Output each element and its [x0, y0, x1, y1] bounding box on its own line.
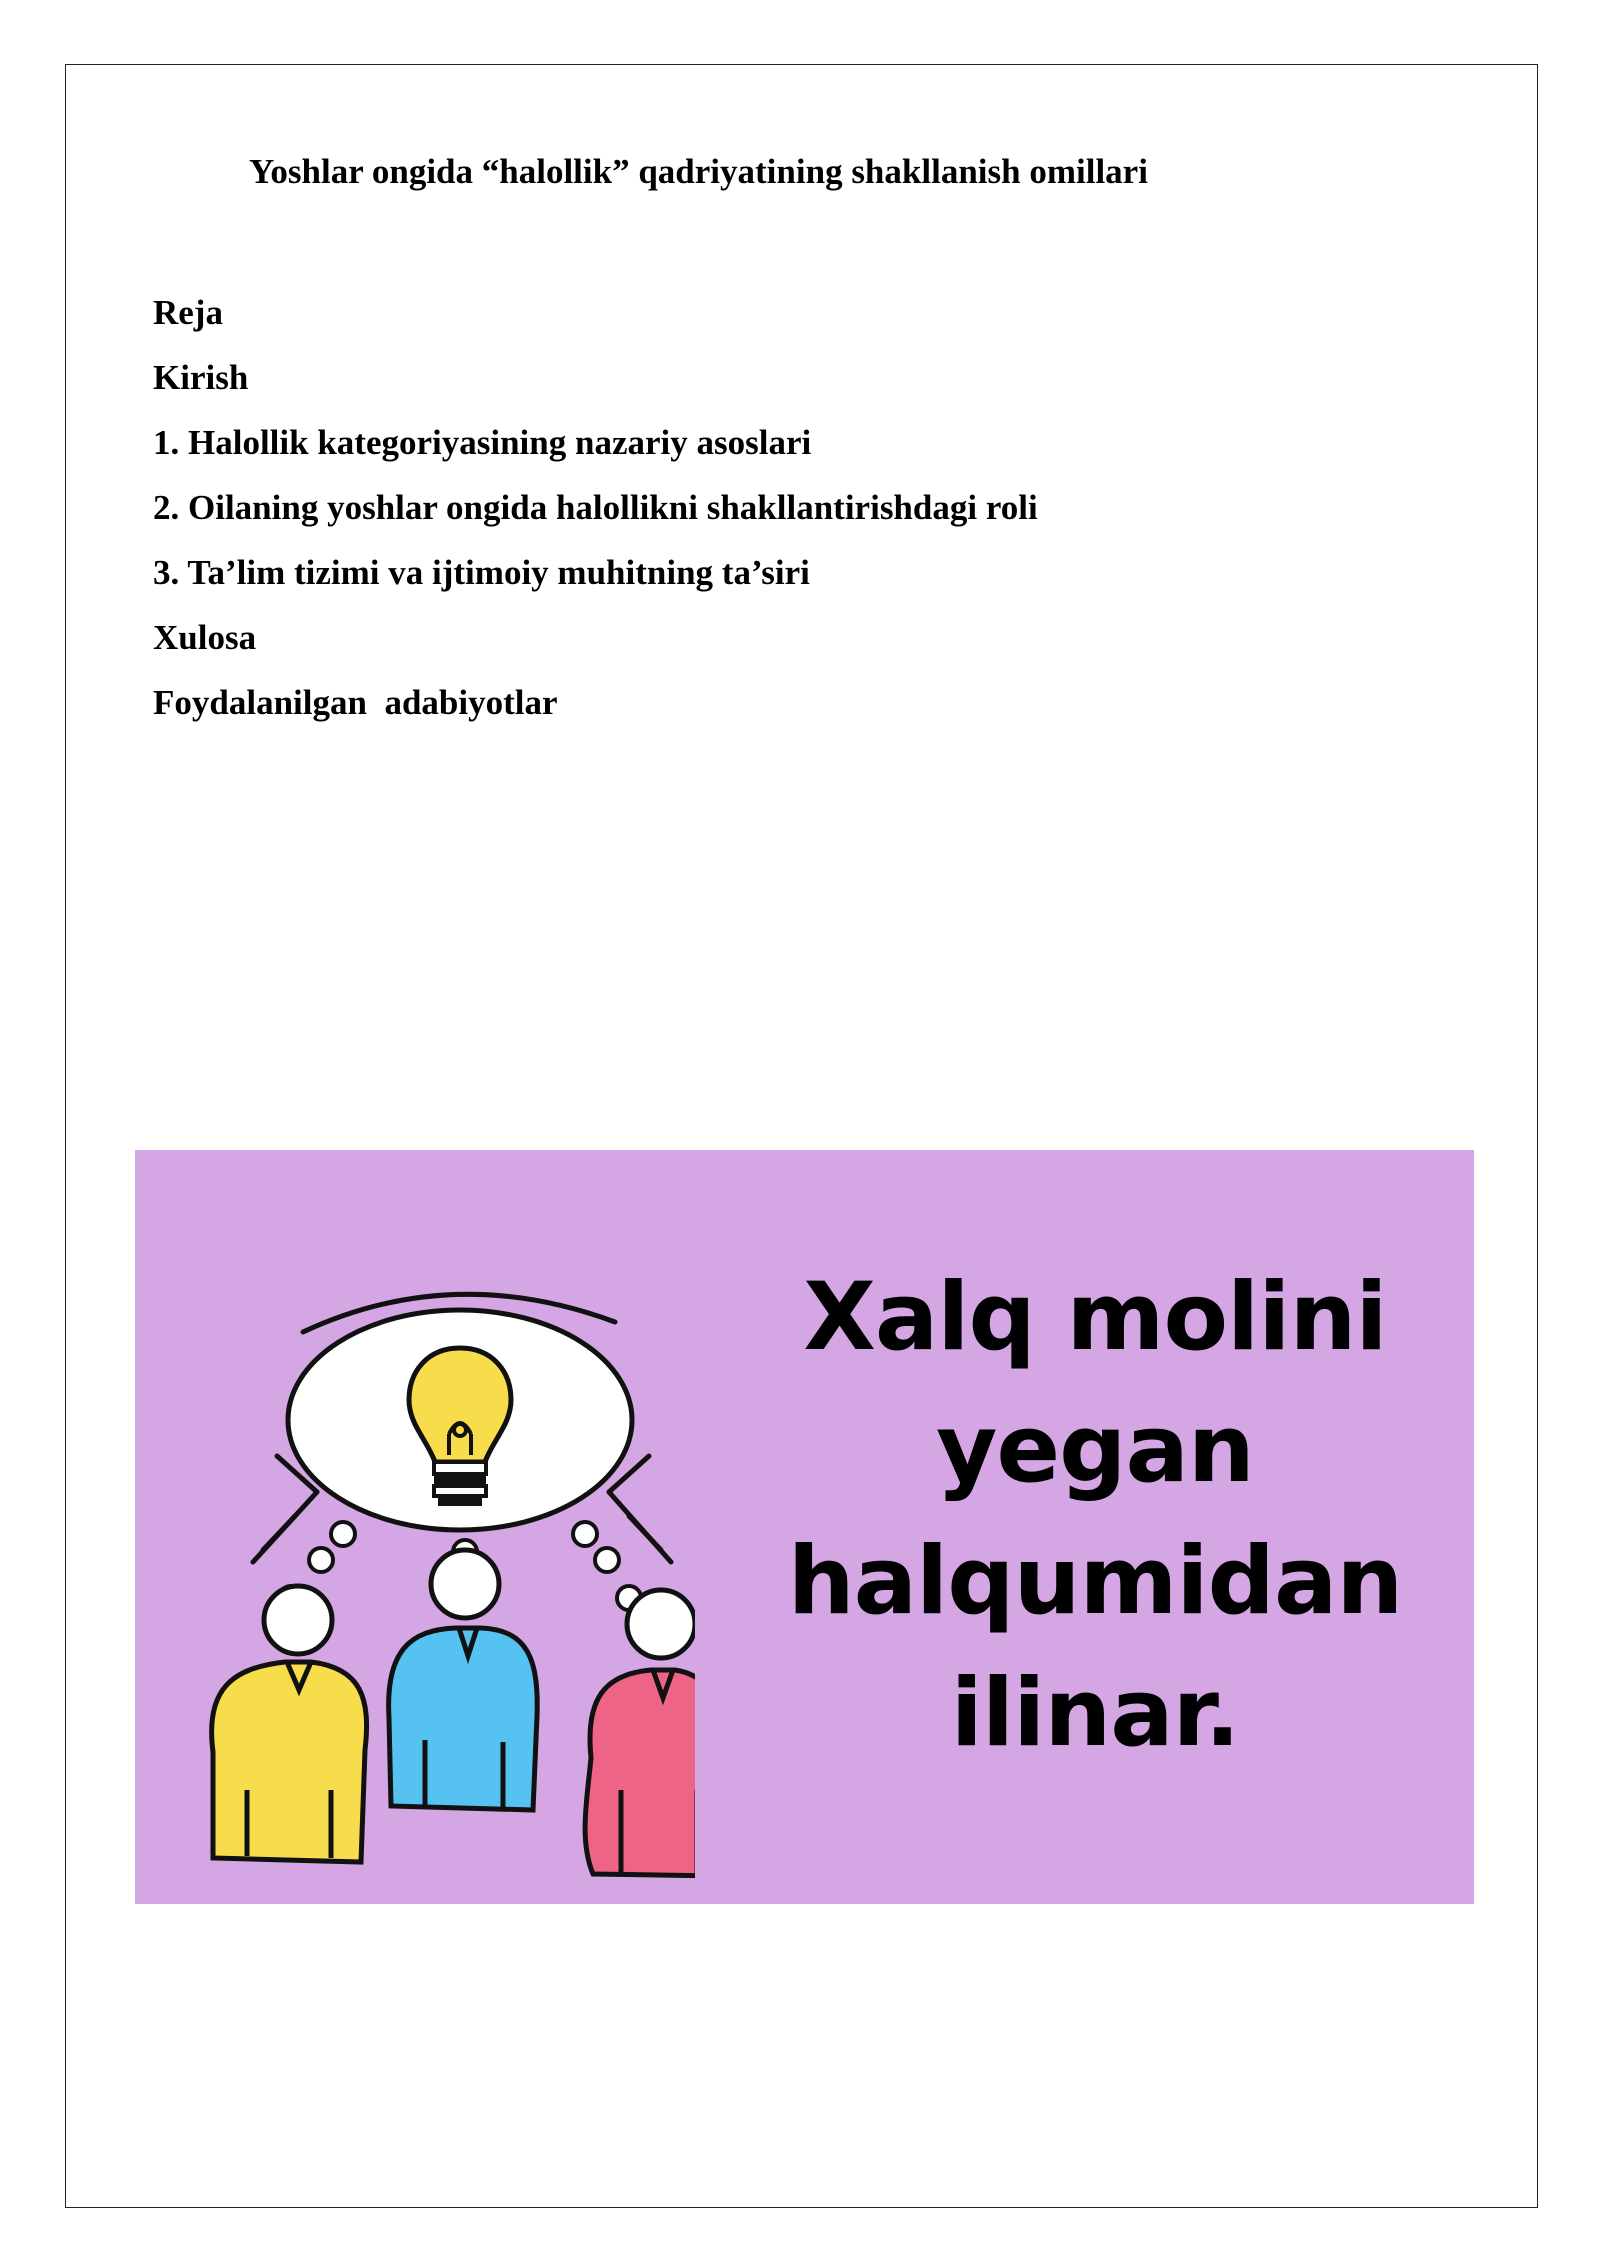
plan-item-conclusion: Xulosa	[153, 618, 257, 657]
plan-item-3: 3. Ta’lim tizimi va ijtimoiy muhitning ta’siri	[153, 553, 810, 592]
plan-item-references: Foydalanilgan adabiyotlar	[153, 683, 558, 722]
proverb-line: halqumidan	[787, 1527, 1403, 1636]
plan-item-1: 1. Halollik kategoriyasining nazariy asoslari	[153, 423, 812, 462]
document-title: Yoshlar ongida “halollik” qadriyatining shakllanish omillari	[249, 152, 1148, 191]
proverb-banner	[135, 1150, 1474, 1904]
person-blue-icon	[389, 1550, 538, 1810]
plan-item-2: 2. Oilaning yoshlar ongida halollikni shakllantirishdagi roli	[153, 488, 1038, 527]
person-yellow-icon	[212, 1586, 367, 1862]
proverb-text	[775, 1252, 1415, 1780]
proverb-line: Xalq molini	[803, 1263, 1387, 1372]
plan-heading: Reja	[153, 293, 223, 332]
plan-list	[153, 280, 1038, 735]
proverb-line: ilinar.	[950, 1659, 1240, 1768]
people-sharing-idea-icon	[135, 1150, 695, 1904]
proverb-line: yegan	[936, 1395, 1254, 1504]
plan-item-introduction: Kirish	[153, 358, 249, 397]
person-pink-icon	[585, 1590, 695, 1876]
